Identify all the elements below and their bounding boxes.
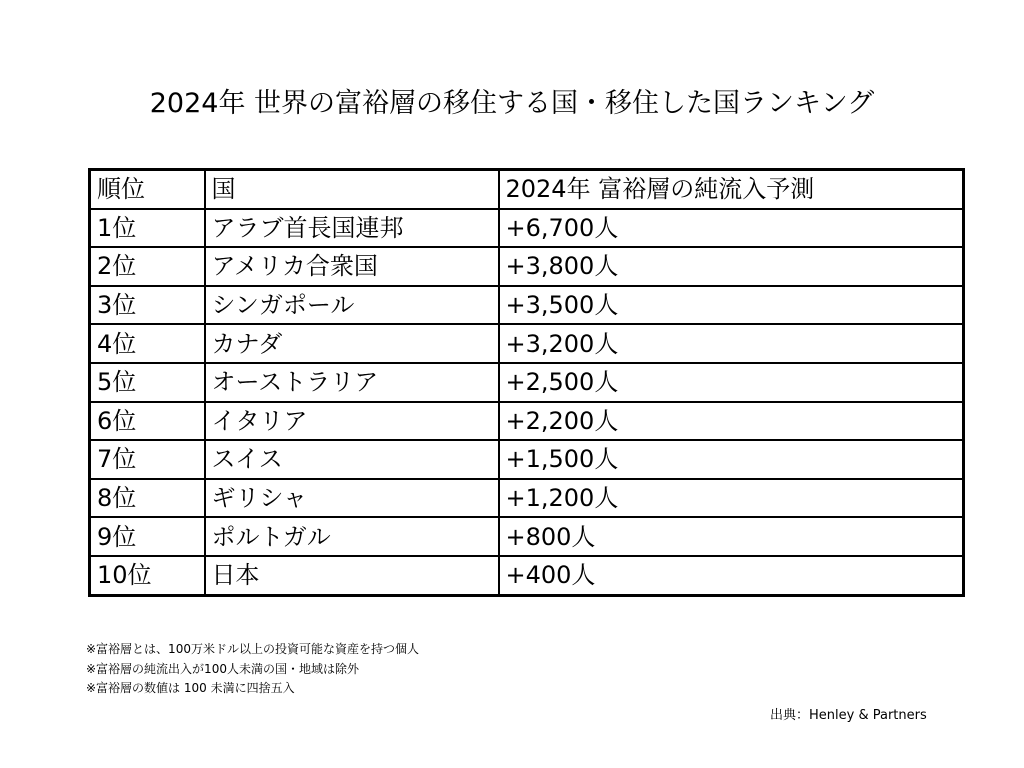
country-cell: アラブ首長国連邦 [205, 209, 499, 248]
table-row [90, 440, 964, 479]
net-inflow-cell: +3,200人 [499, 324, 964, 363]
ranking-table [88, 168, 965, 597]
table-row [90, 363, 964, 402]
footnote-rounding: ※富裕層の数値は 100 未満に四捨五入 [86, 681, 295, 695]
country-cell: オーストラリア [205, 363, 499, 402]
footnote-exclusion: ※富裕層の純流出入が100人未満の国・地域は除外 [86, 661, 359, 676]
country-cell: アメリカ合衆国 [205, 247, 499, 286]
net-inflow-cell: +3,500人 [499, 286, 964, 325]
net-inflow-cell: +2,500人 [499, 363, 964, 402]
table-row [90, 209, 964, 248]
country-cell: イタリア [205, 402, 499, 441]
table-row [90, 556, 964, 595]
rank-cell: 10位 [90, 556, 205, 595]
table-row [90, 517, 964, 556]
rank-cell: 2位 [90, 247, 205, 286]
country-cell: シンガポール [205, 286, 499, 325]
country-cell: ポルトガル [205, 517, 499, 556]
rank-cell: 6位 [90, 402, 205, 441]
country-cell: スイス [205, 440, 499, 479]
table-row [90, 247, 964, 286]
rank-cell: 3位 [90, 286, 205, 325]
page-title: 2024年 世界の富裕層の移住する国・移住した国ランキング [149, 88, 875, 119]
country-cell: ギリシャ [205, 479, 499, 518]
table-row [90, 324, 964, 363]
source-credit: 出典：Henley & Partners [770, 708, 927, 723]
rank-cell: 7位 [90, 440, 205, 479]
table-row [90, 286, 964, 325]
table-row [90, 479, 964, 518]
rank-cell: 5位 [90, 363, 205, 402]
country-cell: 日本 [205, 556, 499, 595]
table-row [90, 402, 964, 441]
net-inflow-cell: +1,500人 [499, 440, 964, 479]
header-net-inflow: 2024年 富裕層の純流入予測 [499, 170, 964, 209]
rank-cell: 9位 [90, 517, 205, 556]
net-inflow-cell: +1,200人 [499, 479, 964, 518]
net-inflow-cell: +2,200人 [499, 402, 964, 441]
rank-cell: 1位 [90, 209, 205, 248]
header-country: 国 [205, 170, 499, 209]
table-header-row [90, 170, 964, 209]
rank-cell: 4位 [90, 324, 205, 363]
net-inflow-cell: +3,800人 [499, 247, 964, 286]
net-inflow-cell: +6,700人 [499, 209, 964, 248]
net-inflow-cell: +800人 [499, 517, 964, 556]
rank-cell: 8位 [90, 479, 205, 518]
footnote-definition: ※富裕層とは、100万米ドル以上の投資可能な資産を持つ個人 [86, 642, 419, 656]
header-rank: 順位 [90, 170, 205, 209]
footnotes [86, 640, 419, 699]
net-inflow-cell: +400人 [499, 556, 964, 595]
country-cell: カナダ [205, 324, 499, 363]
